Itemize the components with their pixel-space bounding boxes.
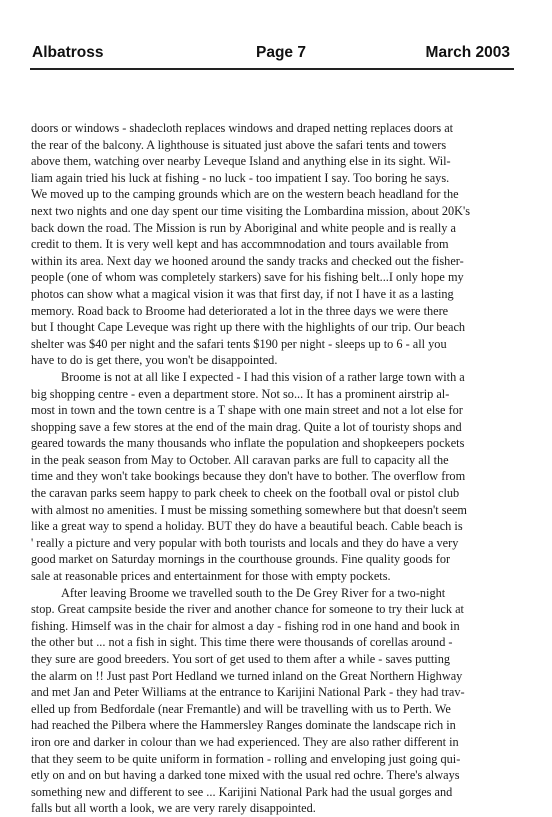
- text-line: After leaving Broome we travelled south to the De Grey River for a two-night: [61, 585, 446, 600]
- text-line: liam again tried his luck at fishing - no luck - too impatient I say. Too boring he says.: [31, 170, 450, 185]
- text-line: had reached the Pilbera where the Hammersley Ranges dominate the landscape rich in: [31, 718, 456, 733]
- text-line: most in town and the town centre is a T shape with one main street and not a lot else for: [31, 403, 463, 418]
- header-divider: [30, 68, 514, 70]
- article-paragraph: [31, 120, 523, 369]
- text-line: have to do is get there, you won't be disappointed.: [31, 353, 278, 368]
- text-line: shopping save a few stores at the end of the main drag. Quite a lot of touristy shops and: [31, 419, 462, 434]
- page-header: [32, 44, 510, 66]
- text-line: the other but ... not a fish in sight. This time there were thousands of corellas around -: [31, 635, 453, 650]
- article-paragraph: [31, 585, 523, 817]
- page-number: Page 7: [256, 44, 306, 61]
- text-line: etly on and on but having a darked tone mixed with the usual red ochre. There's always: [31, 768, 460, 783]
- text-line: elled up from Bedfordale (near Fremantle) and will be travelling with us to Perth. We: [31, 701, 451, 716]
- text-line: back down the road. The Mission is run by Aboriginal and white people and is really a: [31, 220, 456, 235]
- text-line: credit to them. It is very well kept and has accommnodation and tours available from: [31, 237, 449, 252]
- text-line: stop. Great campsite beside the river and another chance for someone to try their luck at: [31, 602, 464, 617]
- text-line: time and they won't take bookings because they don't have to bother. The overflow from: [31, 469, 466, 484]
- text-line: next two nights and one day spent our time visiting the Lombardina mission, about 20K's: [31, 203, 471, 218]
- text-line: the rear of the balcony. A lighthouse is situated just above the safari tents and towers: [31, 137, 447, 152]
- text-line: above them, watching over nearby Leveque Island and anything else in its sight. Wil-: [31, 154, 451, 169]
- text-line: memory. Road back to Broome had deteriorated a lot in the three days we were there: [31, 303, 449, 318]
- text-line: within its area. Next day we hooned around the sandy tracks and checked out the fisher-: [31, 253, 464, 268]
- text-line: something new and different to see ... Karijini National Park had the usual gorges and: [31, 784, 453, 799]
- text-line: good market on Saturday mornings in the courthouse grounds. Fine quality goods for: [31, 552, 451, 567]
- text-line: the caravan parks seem happy to park cheek to cheek on the football oval or pistol club: [31, 486, 460, 501]
- text-line: and met Jan and Peter Williams at the entrance to Karijini National Park - they had trav-: [31, 685, 465, 700]
- text-line: that they seem to be quite uniform in formation - rolling and enveloping just going qui-: [31, 751, 461, 766]
- text-line: the alarm on !! Just past Port Hedland we turned inland on the Great Northern Highway: [31, 668, 463, 683]
- text-line: photos can show what a magical vision it was that first day, if not I have it as a lasting: [31, 286, 454, 301]
- publication-title: Albatross: [32, 44, 104, 61]
- text-line: falls but all worth a look, we are very rarely disappointed.: [31, 801, 316, 816]
- text-line: sale at reasonable prices and entertainment for those with empty pockets.: [31, 569, 391, 584]
- text-line: fishing. Himself was in the chair for almost a day - fishing rod in one hand and book in: [31, 618, 460, 633]
- article-paragraph: [31, 369, 523, 585]
- text-line: iron ore and darker in colour than we had experienced. They are also rather different in: [31, 734, 459, 749]
- text-line: they sure are good breeders. You sort of get used to them after a while - saves putting: [31, 652, 451, 666]
- text-line: like a great way to spend a holiday. BUT they do have a beautiful beach. Cable beach is: [31, 519, 463, 534]
- text-line: but I thought Cape Leveque was right up there with the highlights of our trip. Our beach: [31, 320, 466, 335]
- article-body: [31, 120, 523, 817]
- text-line: Broome is not at all like I expected - I had this vision of a rather large town with a: [61, 369, 465, 384]
- text-line: shelter was $40 per night and the safari tents $190 per night - sleeps up to 6 - all you: [31, 336, 447, 351]
- issue-date: March 2003: [425, 44, 510, 61]
- text-line: people (one of whom was completely starkers) save for his fishing belt...I only hope my: [31, 270, 464, 285]
- text-line: ' really a picture and very popular with both tourists and locals and they do have a very: [31, 535, 459, 550]
- text-line: We moved up to the camping grounds which are on the western beach headland for the: [31, 187, 459, 202]
- text-line: big shopping centre - even a department store. Not so... It has a prominent airstrip al-: [31, 386, 450, 401]
- text-line: geared towards the many thousands who inflate the population and shopkeepers pockets: [31, 436, 465, 451]
- text-line: in the peak season from May to October. All caravan parks are full to capacity all the: [31, 452, 449, 467]
- text-line: with almost no amenities. I must be missing something somewhere but that doesn't seem: [31, 502, 467, 517]
- text-line: doors or windows - shadecloth replaces windows and draped netting replaces doors at: [31, 121, 454, 135]
